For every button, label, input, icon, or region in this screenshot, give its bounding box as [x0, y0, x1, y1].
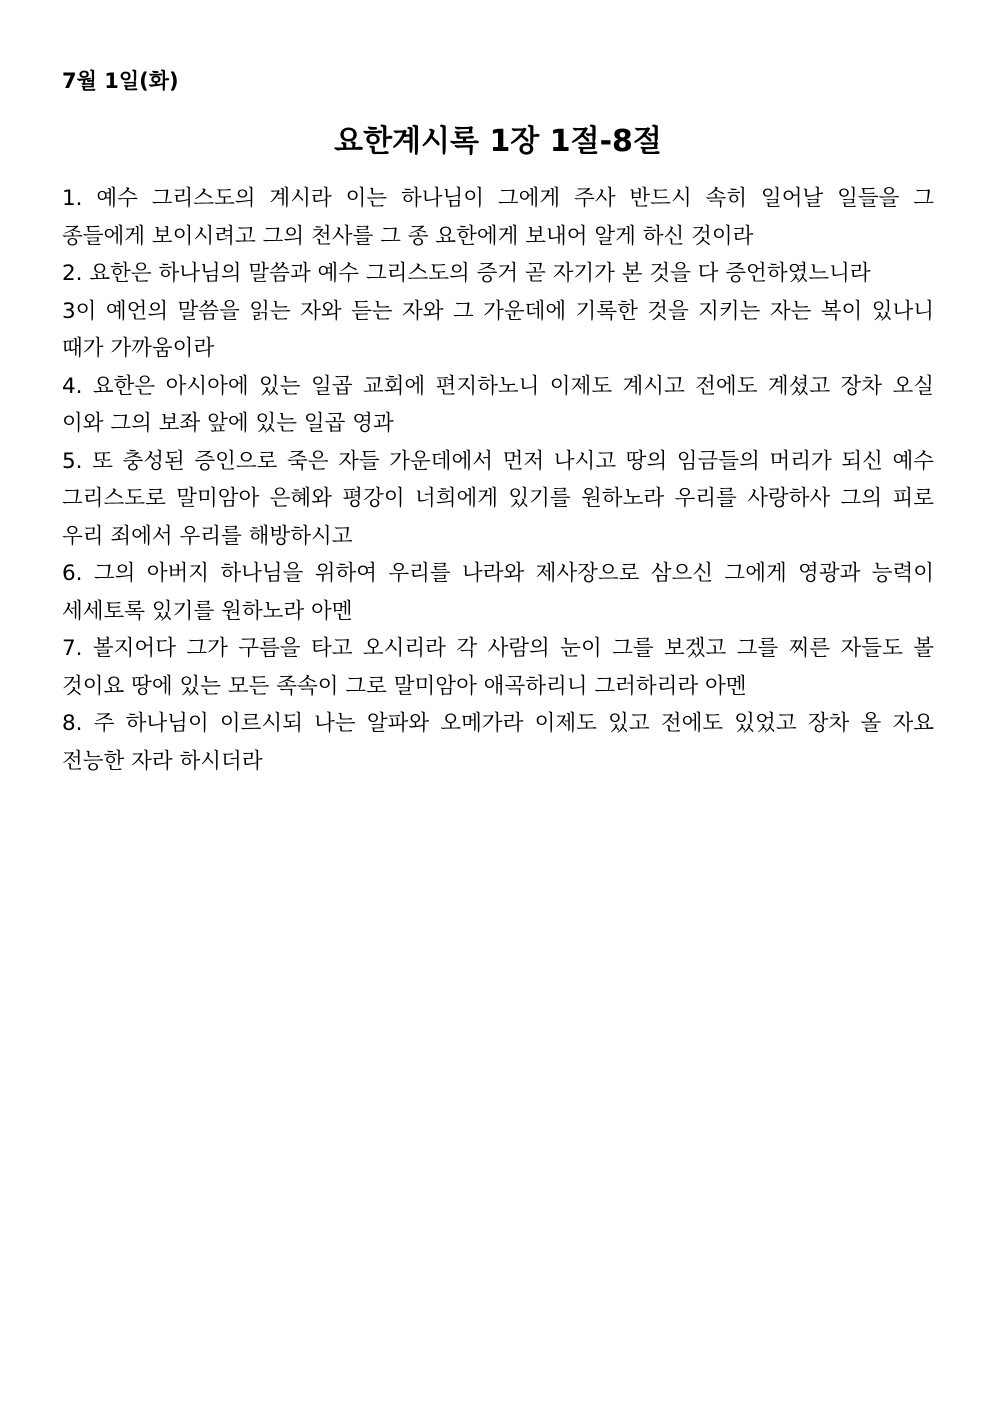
- verse-5: 5. 또 충성된 증인으로 죽은 자들 가운데에서 먼저 나시고 땅의 임금들의 머리가 되신 예수 그리스도로 말미암아 은혜와 평강이 너희에게 있기를 원하노라 우리를 사랑하사 그의 피로 우리 죄에서 우리를 해방하시고: [62, 448, 934, 549]
- verse-list: [62, 180, 934, 780]
- verse-6: 6. 그의 아버지 하나님을 위하여 우리를 나라와 제사장으로 삼으신 그에게 영광과 능력이 세세토록 있기를 원하노라 아멘: [62, 561, 934, 624]
- date-heading: 7월 1일(화): [62, 69, 179, 93]
- verse-8: 8. 주 하나님이 이르시되 나는 알파와 오메가라 이제도 있고 전에도 있었고 장차 올 자요 전능한 자라 하시더라: [62, 711, 934, 774]
- verse-2: 2. 요한은 하나님의 말씀과 예수 그리스도의 증거 곧 자기가 본 것을 다 증언하였느니라: [62, 261, 871, 286]
- verse-4: 4. 요한은 아시아에 있는 일곱 교회에 편지하노니 이제도 계시고 전에도 계셨고 장차 오실 이와 그의 보좌 앞에 있는 일곱 영과: [62, 373, 934, 436]
- verse-3: 3이 예언의 말씀을 읽는 자와 듣는 자와 그 가운데에 기록한 것을 지키는 자는 복이 있나니 때가 가까움이라: [62, 298, 934, 361]
- verse-7: 7. 볼지어다 그가 구름을 타고 오시리라 각 사람의 눈이 그를 보겠고 그를 찌른 자들도 볼 것이요 땅에 있는 모든 족속이 그로 말미암아 애곡하리니 그러하리라 아멘: [62, 636, 934, 699]
- verse-1: 1. 예수 그리스도의 계시라 이는 하나님이 그에게 주사 반드시 속히 일어날 일들을 그 종들에게 보이시려고 그의 천사를 그 종 요한에게 보내어 알게 하신 것이라: [62, 186, 934, 249]
- page-title: 요한계시록 1장 1절-8절: [334, 124, 662, 159]
